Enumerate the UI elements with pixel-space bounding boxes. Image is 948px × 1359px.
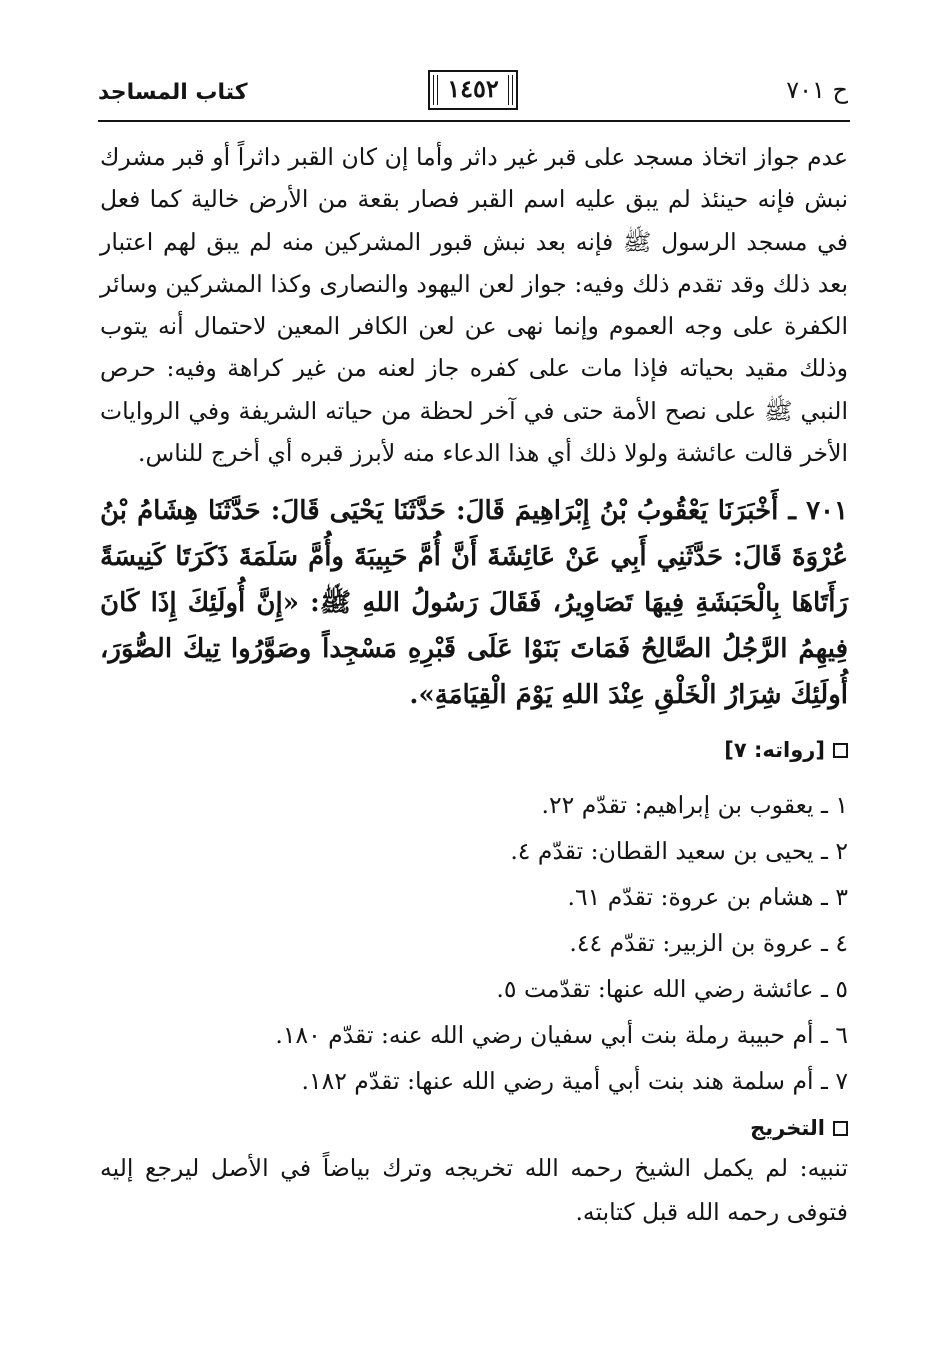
takhrij-title: التخريج xyxy=(750,1116,825,1140)
list-item: ٣ ـ هشام بن عروة: تقدّم ٦١. xyxy=(567,883,848,911)
takhrij-note: تنبيه: لم يكمل الشيخ رحمه الله تخريجه وترك بياضاً في الأصل ليرجع إليه فتوفى رحمه الله قبل كتابته. xyxy=(100,1154,848,1226)
chapter-reference: ح ٧٠١ xyxy=(786,76,848,104)
list-item: ٢ ـ يحيى بن سعيد القطان: تقدّم ٤. xyxy=(510,837,848,865)
hadith-text: ٧٠١ ـ أَخْبَرَنَا يَعْقُوبُ بْنُ إِبْرَاهِيمَ قَالَ: حَدَّثَنَا يَحْيَى قَالَ: حَدَّثَنَا هِشَامُ بْنُ عُرْوَةَ قَالَ: حَدَّثَنِي أَبِي عَنْ عَائِشَةَ أَنَّ أُمَّ حَبِيبَةَ وأُمَّ سَلَمَةَ ذَكَرَتَا كَنِيسَةً رَأَتَاهَا بِالْحَبَشَةِ فِيهَا تَصَاوِيرُ، فَقَالَ رَسُولُ اللهِ ﷺ: «إِنَّ أُولَئِكَ إِذَا كَانَ فِيهِمُ الرَّجُلُ الصَّالِحُ فَمَاتَ بَنَوْا عَلَى قَبْرِهِ مَسْجِداً وصَوَّرُوا تِيكَ الصُّوَرَ، أُولَئِكَ شِرَارُ الْخَلْقِ عِنْدَ اللهِ يَوْمَ الْقِيَامَةِ». xyxy=(100,496,848,710)
commentary-paragraph: عدم جواز اتخاذ مسجد على قبر غير داثر وأما إن كان القبر داثراً أو قبر مشرك نبش فإنه حينئذ لم يبق عليه اسم القبر فصار بقعة من الأرض خالية كما فعل في مسجد الرسول ﷺ فإنه بعد نبش قبور المشركين منه لم يبق لهم اعتبار بعد ذلك وقد تقدم ذلك وفيه: جواز لعن اليهود والنصارى وكذا المشركين وسائر الكفرة على وجه العموم وإنما نهى عن لعن الكافر المعين لاحتمال أنه يتوب وذلك مقيد بحياته فإذا مات على كفره جاز لعنه من غير كراهة وفيه: حرص النبي ﷺ على نصح الأمة حتى في آخر لحظة من حياته الشريفة وفي الروايات الأخر قالت عائشة ولولا ذلك أي هذا الدعاء منه لأبرز قبره أي أخرج للناس. xyxy=(100,143,848,468)
list-item: ٦ ـ أم حبيبة رملة بنت أبي سفيان رضي الله عنه: تقدّم ١٨٠. xyxy=(275,1021,848,1049)
narrators-heading xyxy=(724,738,848,762)
takhrij-heading xyxy=(750,1116,848,1140)
list-item: ١ ـ يعقوب بن إبراهيم: تقدّم ٢٢. xyxy=(541,791,848,819)
header-divider xyxy=(98,120,850,122)
narrators-list xyxy=(275,782,848,1104)
list-item: ٧ ـ أم سلمة هند بنت أبي أمية رضي الله عنها: تقدّم ١٨٢. xyxy=(301,1067,848,1095)
page-number: ١٤٥٢ xyxy=(428,70,518,110)
list-item: ٥ ـ عائشة رضي الله عنها: تقدّمت ٥. xyxy=(496,975,848,1003)
book-title: كتاب المساجد xyxy=(98,80,248,105)
page-header xyxy=(98,62,848,122)
list-item: ٤ ـ عروة بن الزبير: تقدّم ٤٤. xyxy=(569,929,848,957)
checkbox-square-icon xyxy=(833,743,848,758)
narrators-title: [رواته: ٧] xyxy=(724,738,825,762)
checkbox-square-icon xyxy=(833,1121,848,1136)
